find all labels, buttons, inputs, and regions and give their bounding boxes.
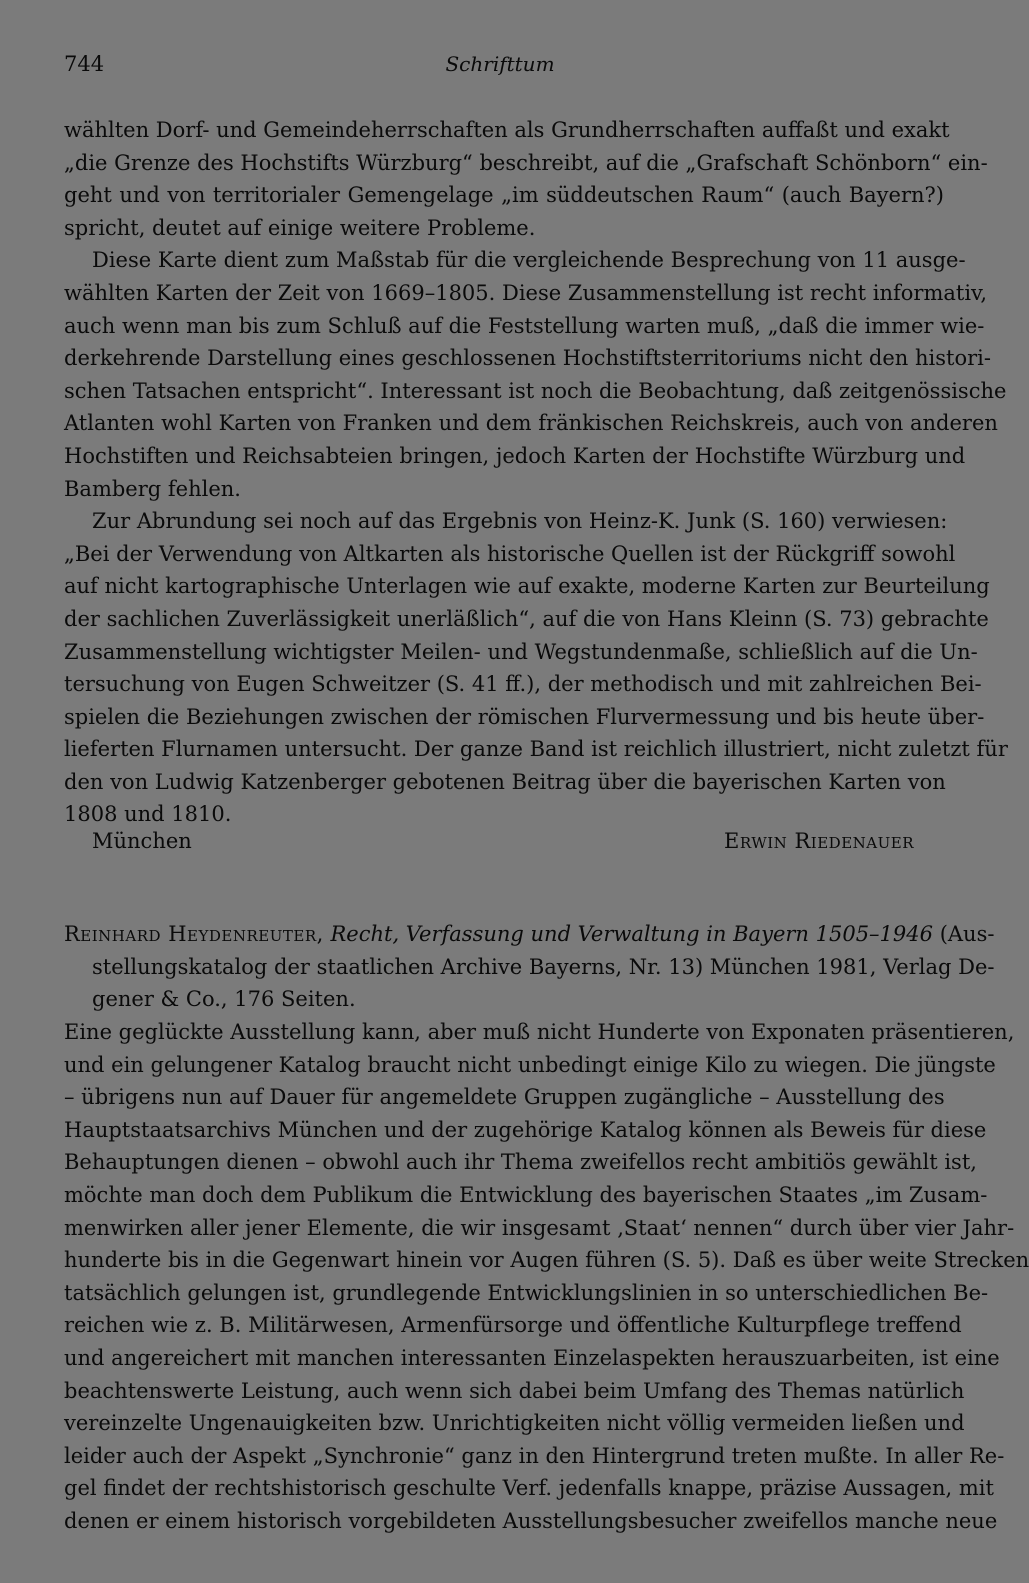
text-line: wählten Dorf- und Gemeindeherrschaften als Grundherrschaften auffaßt und exakt xyxy=(64,118,950,142)
text-line: – übrigens nun auf Dauer für angemeldete Gruppen zugängliche – Ausstellung des xyxy=(64,1085,945,1110)
text-line: auf nicht kartographische Unterlagen wie auf exakte, moderne Karten zur Beurteilung xyxy=(64,574,990,599)
text-line: Eine geglückte Ausstellung kann, aber muß nicht Hunderte von Exponaten präsentieren, xyxy=(64,1020,1015,1044)
text-line: Bamberg fehlen. xyxy=(64,476,241,501)
text-line: hunderte bis in die Gegenwart hinein vor Augen führen (S. 5). Daß es über weite Strecken xyxy=(64,1248,1029,1273)
text-line: der sachlichen Zuverlässigkeit unerläßlich“, auf die von Hans Kleinn (S. 73) gebrachte xyxy=(64,606,989,631)
book-title: Recht, Verfassung und Verwaltung in Bayern 1505–1946 xyxy=(330,922,933,946)
text-line: leider auch der Aspekt „Synchronie“ ganz in den Hintergrund treten mußte. In aller Re- xyxy=(64,1443,1005,1468)
text-line: Atlanten wohl Karten von Franken und dem fränkischen Reichskreis, auch von anderen xyxy=(64,411,998,436)
text-line: lieferten Flurnamen untersucht. Der ganze Band ist reichlich illustriert, nicht zuletzt für xyxy=(64,737,1008,762)
text-line: menwirken aller jener Elemente, die wir insgesamt ‚Staat‘ nennen“ durch über vier Jahr- xyxy=(64,1215,1015,1240)
text-line: tersuchung von Eugen Schweitzer (S. 41 ff.), der methodisch und mit zahlreichen Bei- xyxy=(64,672,982,697)
text-line: spricht, deutet auf einige weitere Probleme. xyxy=(64,215,536,240)
reviewer-name: Erwin Riedenauer xyxy=(724,829,914,853)
text-line: möchte man doch dem Publikum die Entwicklung des bayerischen Staates „im Zusam- xyxy=(64,1182,988,1207)
text-line: tatsächlich gelungen ist, grundlegende Entwicklungslinien in so unterschiedlichen Be- xyxy=(64,1280,989,1305)
review-1-body xyxy=(64,114,1008,831)
text-line: beachtenswerte Leistung, auch wenn sich dabei beim Umfang des Themas natürlich xyxy=(64,1378,965,1403)
text-line: Behauptungen dienen – obwohl auch ihr Thema zweifellos recht ambitiös gewählt ist, xyxy=(64,1150,977,1175)
citation-line: stellungskatalog der staatlichen Archive Bayerns, Nr. 13) München 1981, Verlag De- xyxy=(92,954,995,979)
text-line: vereinzelte Ungenauigkeiten bzw. Unrichtigkeiten nicht völlig vermeiden ließen und xyxy=(64,1411,965,1436)
review-2-citation xyxy=(64,918,995,1016)
text-line: auch wenn man bis zum Schluß auf die Feststellung warten muß, „daß die immer wie- xyxy=(64,313,985,338)
text-line: derkehrende Darstellung eines geschlossenen Hochstiftsterritoriums nicht den histori- xyxy=(64,346,991,371)
text-line: Zur Abrundung sei noch auf das Ergebnis von Heinz-K. Junk (S. 160) verwiesen: xyxy=(92,509,948,534)
citation-line: gener & Co., 176 Seiten. xyxy=(92,987,356,1012)
text-line: und angereichert mit manchen interessanten Einzelaspekten herauszuarbeiten, ist eine xyxy=(64,1345,1000,1370)
text-line: 1808 und 1810. xyxy=(64,802,232,827)
text-line: Zusammenstellung wichtigster Meilen- und Wegstundenmaße, schließlich auf die Un- xyxy=(64,639,978,664)
text-line: reichen wie z. B. Militärwesen, Armenfürsorge und öffentliche Kulturpflege treffend xyxy=(64,1313,962,1338)
running-title: Schrifttum xyxy=(445,52,555,76)
text-line: schen Tatsachen entspricht“. Interessant ist noch die Beobachtung, daß zeitgenössische xyxy=(64,378,1007,403)
page-header xyxy=(64,52,936,86)
text-line: spielen die Beziehungen zwischen der römischen Flurvermessung und bis heute über- xyxy=(64,704,985,729)
book-author: Reinhard Heydenreuter, xyxy=(64,922,324,946)
review-2-body xyxy=(64,1016,1029,1538)
text-line: „Bei der Verwendung von Altkarten als historische Quellen ist der Rückgriff sowohl xyxy=(64,541,956,566)
text-line: Hauptstaatsarchivs München und der zugehörige Katalog können als Beweis für diese xyxy=(64,1117,987,1142)
text-line: gel findet der rechtshistorisch geschulte Verf. jedenfalls knappe, präzise Aussagen, mit xyxy=(64,1476,994,1501)
page-number: 744 xyxy=(64,52,105,76)
review-city: München xyxy=(92,829,192,853)
text-line: Diese Karte dient zum Maßstab für die vergleichende Besprechung von 11 ausge- xyxy=(92,248,966,273)
citation-text: (Aus- xyxy=(939,922,995,946)
text-line: denen er einem historisch vorgebildeten Ausstellungsbesucher zweifellos manche neue xyxy=(64,1508,998,1533)
text-line: Hochstiften und Reichsabteien bringen, jedoch Karten der Hochstifte Würzburg und xyxy=(64,443,966,468)
citation-line xyxy=(64,918,995,951)
text-line: „die Grenze des Hochstifts Würzburg“ beschreibt, auf die „Grafschaft Schönborn“ ein- xyxy=(64,150,988,175)
review-1-signoff xyxy=(64,829,944,861)
text-line: den von Ludwig Katzenberger gebotenen Beitrag über die bayerischen Karten von xyxy=(64,769,946,794)
text-line: wählten Karten der Zeit von 1669–1805. Diese Zusammenstellung ist recht informativ, xyxy=(64,280,988,305)
text-line: geht und von territorialer Gemengelage „im süddeutschen Raum“ (auch Bayern?) xyxy=(64,183,944,208)
text-line: und ein gelungener Katalog braucht nicht unbedingt einige Kilo zu wiegen. Die jüngste xyxy=(64,1052,996,1077)
